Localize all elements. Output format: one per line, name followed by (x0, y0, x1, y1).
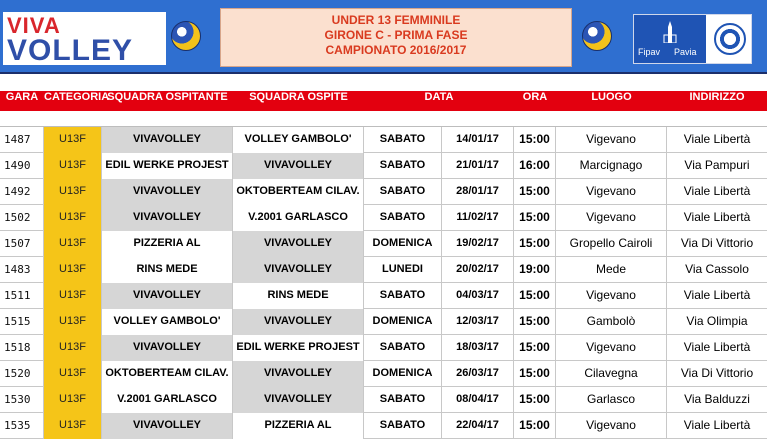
pavia-label: Pavia (674, 47, 697, 57)
cell-date: 21/01/17 (442, 153, 514, 179)
cell-place: Vigevano (556, 413, 667, 439)
cell-date: 11/02/17 (442, 205, 514, 231)
cell-categoria: U13F (44, 387, 102, 413)
cell-home-team: VIVAVOLLEY (102, 205, 233, 231)
cell-address: Viale Libertà (683, 340, 751, 354)
cell-home-team: VOLLEY GAMBOLO' (102, 309, 233, 335)
cell-day: SABATO (364, 335, 442, 361)
cell-gara: 1502 (0, 205, 44, 231)
cell-place: Vigevano (556, 179, 667, 205)
logo-viva-text: VIVA (7, 13, 61, 38)
column-squadra-ospitante: SQUADRA OSPITANTE (107, 91, 228, 103)
cell-date: 04/03/17 (442, 283, 514, 309)
cell-home-team: VIVAVOLLEY (102, 179, 233, 205)
cell-time: 15:00 (514, 127, 556, 153)
column-ora: ORA (522, 91, 548, 103)
cell-place: Marcignago (556, 153, 667, 179)
cell-categoria: U13F (44, 309, 102, 335)
cell-place: Vigevano (556, 335, 667, 361)
cell-address: Viale Libertà (683, 210, 751, 224)
volleyball-icon (171, 21, 201, 51)
cell-date: 14/01/17 (442, 127, 514, 153)
fipav-emblem-icon (714, 23, 746, 55)
column-indirizzo: INDIRIZZO (689, 91, 745, 103)
cell-away-team: VIVAVOLLEY (233, 361, 364, 387)
title-line-season: CAMPIONATO 2016/2017 (325, 43, 467, 57)
cell-away-team: VIVAVOLLEY (233, 309, 364, 335)
cell-home-team: VIVAVOLLEY (102, 413, 233, 439)
cell-day: DOMENICA (364, 231, 442, 257)
column-luogo: LUOGO (591, 91, 632, 103)
cell-place: Mede (556, 257, 667, 283)
cell-home-team: V.2001 GARLASCO (102, 387, 233, 413)
cell-categoria: U13F (44, 283, 102, 309)
cell-time: 15:00 (514, 361, 556, 387)
cell-day: SABATO (364, 205, 442, 231)
cell-day: SABATO (364, 179, 442, 205)
cell-address: Viale Libertà (683, 132, 751, 146)
cell-home-team: PIZZERIA AL (102, 231, 233, 257)
fipav-blue-panel (634, 15, 706, 63)
column-header-row (0, 91, 767, 111)
table-row (0, 179, 767, 205)
cell-address: Via Olimpia (686, 314, 748, 328)
cell-categoria: U13F (44, 231, 102, 257)
cell-address: Via Pampuri (684, 158, 750, 172)
column-categoria: CATEGORIA (44, 91, 110, 103)
cell-away-team: VOLLEY GAMBOLO' (233, 127, 364, 153)
cell-place: Gropello Cairoli (556, 231, 667, 257)
cell-place: Vigevano (556, 283, 667, 309)
cell-home-team: VIVAVOLLEY (102, 335, 233, 361)
volleyball-icon (582, 21, 612, 51)
cell-time: 15:00 (514, 179, 556, 205)
cell-time: 15:00 (514, 283, 556, 309)
cell-gara: 1535 (0, 413, 44, 439)
cell-categoria: U13F (44, 335, 102, 361)
table-spacer-row (0, 111, 767, 127)
column-squadra-ospite: SQUADRA OSPITE (249, 91, 348, 103)
cell-address: Viale Libertà (683, 184, 751, 198)
table-row (0, 153, 767, 179)
table-row (0, 283, 767, 309)
cell-categoria: U13F (44, 361, 102, 387)
cell-date: 12/03/17 (442, 309, 514, 335)
cell-address: Via Di Vittorio (680, 236, 754, 250)
cell-categoria: U13F (44, 127, 102, 153)
cell-place: Garlasco (556, 387, 667, 413)
cell-home-team: VIVAVOLLEY (102, 127, 233, 153)
tower-icon (662, 21, 678, 43)
cell-away-team: VIVAVOLLEY (233, 231, 364, 257)
table-row (0, 231, 767, 257)
cell-gara: 1511 (0, 283, 44, 309)
header-banner (0, 0, 767, 72)
vivavolley-logo (3, 12, 166, 65)
cell-day: SABATO (364, 127, 442, 153)
title-line-category: UNDER 13 FEMMINILE (331, 13, 461, 27)
cell-gara: 1483 (0, 257, 44, 283)
table-row (0, 309, 767, 335)
column-data: DATA (424, 91, 454, 103)
cell-day: LUNEDI (364, 257, 442, 283)
cell-away-team: RINS MEDE (233, 283, 364, 309)
cell-home-team: OKTOBERTEAM CILAV. (102, 361, 233, 387)
cell-date: 18/03/17 (442, 335, 514, 361)
cell-date: 19/02/17 (442, 231, 514, 257)
cell-address: Via Balduzzi (684, 392, 750, 406)
cell-away-team: OKTOBERTEAM CILAV. (233, 179, 364, 205)
cell-day: SABATO (364, 283, 442, 309)
cell-address: Via Di Vittorio (680, 366, 754, 380)
cell-away-team: VIVAVOLLEY (233, 257, 364, 283)
cell-home-team: RINS MEDE (102, 257, 233, 283)
cell-categoria: U13F (44, 179, 102, 205)
cell-gara: 1507 (0, 231, 44, 257)
cell-time: 19:00 (514, 257, 556, 283)
cell-date: 08/04/17 (442, 387, 514, 413)
cell-time: 15:00 (514, 413, 556, 439)
column-gara: GARA (5, 91, 39, 103)
table-row (0, 413, 767, 439)
cell-address: Viale Libertà (683, 418, 751, 432)
cell-time: 15:00 (514, 205, 556, 231)
cell-time: 15:00 (514, 231, 556, 257)
table-row (0, 205, 767, 231)
table-row (0, 257, 767, 283)
fipav-label: Fipav (638, 47, 661, 57)
cell-date: 26/03/17 (442, 361, 514, 387)
cell-day: SABATO (364, 387, 442, 413)
title-line-group: GIRONE C - PRIMA FASE (324, 28, 468, 42)
cell-place: Vigevano (556, 127, 667, 153)
cell-away-team: EDIL WERKE PROJEST (233, 335, 364, 361)
cell-address: Viale Libertà (683, 288, 751, 302)
cell-day: SABATO (364, 153, 442, 179)
cell-address: Via Cassolo (685, 262, 749, 276)
cell-home-team: EDIL WERKE PROJEST (102, 153, 233, 179)
cell-day: DOMENICA (364, 309, 442, 335)
cell-away-team: PIZZERIA AL (233, 413, 364, 439)
cell-gara: 1492 (0, 179, 44, 205)
cell-gara: 1530 (0, 387, 44, 413)
cell-date: 22/04/17 (442, 413, 514, 439)
cell-day: DOMENICA (364, 361, 442, 387)
championship-title (220, 8, 572, 67)
table-row (0, 387, 767, 413)
cell-day: SABATO (364, 413, 442, 439)
cell-categoria: U13F (44, 205, 102, 231)
cell-home-team: VIVAVOLLEY (102, 283, 233, 309)
cell-categoria: U13F (44, 257, 102, 283)
table-row (0, 361, 767, 387)
cell-away-team: V.2001 GARLASCO (233, 205, 364, 231)
table-row (0, 335, 767, 361)
cell-date: 28/01/17 (442, 179, 514, 205)
cell-place: Cilavegna (556, 361, 667, 387)
cell-place: Vigevano (556, 205, 667, 231)
header-divider (0, 72, 767, 74)
cell-time: 15:00 (514, 387, 556, 413)
cell-date: 20/02/17 (442, 257, 514, 283)
cell-gara: 1490 (0, 153, 44, 179)
cell-time: 15:00 (514, 309, 556, 335)
cell-categoria: U13F (44, 413, 102, 439)
cell-gara: 1515 (0, 309, 44, 335)
cell-away-team: VIVAVOLLEY (233, 387, 364, 413)
cell-gara: 1520 (0, 361, 44, 387)
cell-time: 15:00 (514, 335, 556, 361)
cell-place: Gambolò (556, 309, 667, 335)
logo-volley-text: VOLLEY (7, 34, 134, 67)
cell-categoria: U13F (44, 153, 102, 179)
cell-gara: 1518 (0, 335, 44, 361)
cell-away-team: VIVAVOLLEY (233, 153, 364, 179)
cell-gara: 1487 (0, 127, 44, 153)
table-row (0, 127, 767, 153)
fipav-pavia-logo (633, 14, 752, 64)
cell-time: 16:00 (514, 153, 556, 179)
